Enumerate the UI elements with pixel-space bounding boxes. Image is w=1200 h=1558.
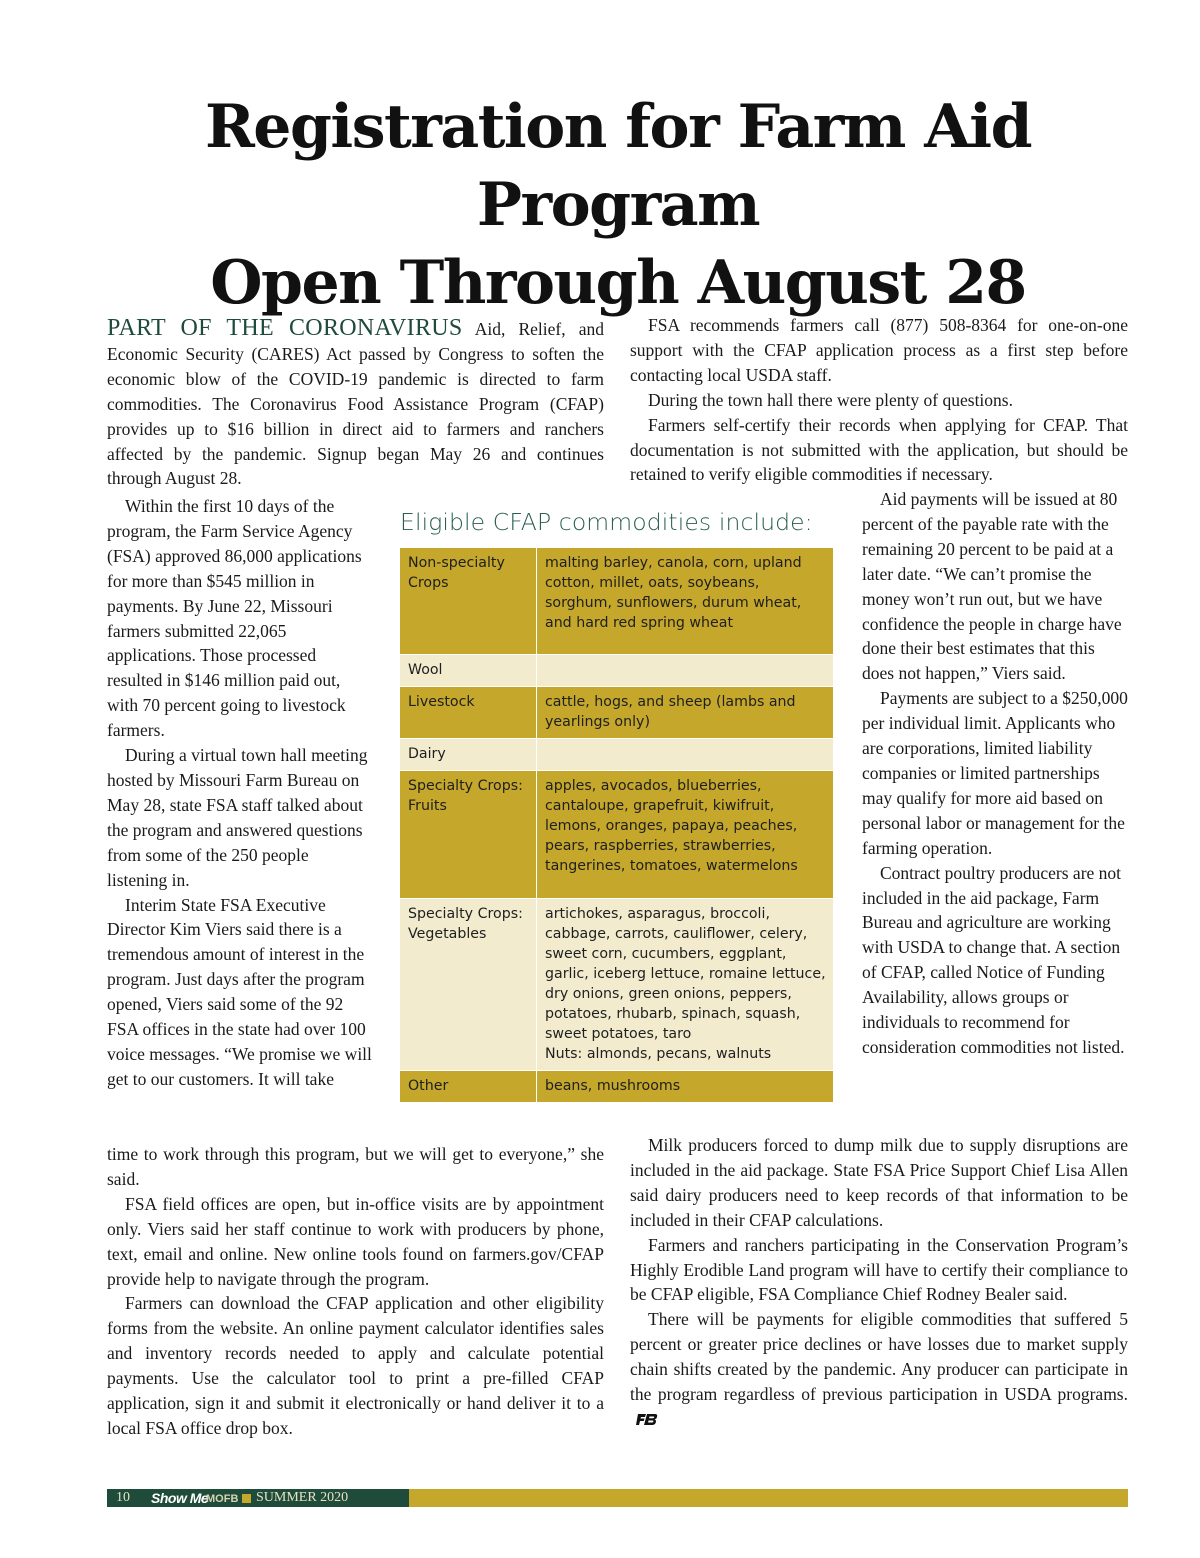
article-paragraph: Farmers and ranchers participating in the Conservation Program’s Highly Erodible Land program will have to certify their compliance to be CFAP eligible, FSA Compliance Chief Rodney Bealer said. xyxy=(630,1234,1128,1305)
table-row xyxy=(400,548,834,654)
commodities-sidebar xyxy=(400,508,834,1103)
page-footer xyxy=(107,1489,1128,1507)
article-paragraph: Payments are subject to a $250,000 per individual limit. Applicants who are corporations, limited liability companies or limited partnerships may qualify for more aid based on personal labor or management for the farming operation. xyxy=(862,688,1128,858)
table-row xyxy=(400,1070,834,1102)
article-paragraph xyxy=(107,316,604,491)
sidebar-title: Eligible CFAP commodities include: xyxy=(400,508,813,536)
article-paragraph: During the town hall there were plenty of questions. xyxy=(648,389,1013,410)
article-left-lower xyxy=(107,1142,604,1441)
category-cell: Other xyxy=(400,1070,537,1102)
category-cell: Wool xyxy=(400,654,537,686)
nuts-list: Nuts: almonds, pecans, walnuts xyxy=(545,1045,772,1062)
footer-label-bar xyxy=(107,1489,409,1507)
article-right-lower xyxy=(630,1133,1128,1432)
table-row xyxy=(400,738,834,770)
paragraph-text: Aid, Relief, and Economic Security (CARES) Act passed by Congress to soften the economic blow of the COVID-19 pandemic is directed to farm commodities. The Coronavirus Food Assistance Program (CFAP) provides up to $16 billion in direct aid to farmers and ranchers affected by the pandemic. Signup began May 26 and continues through August 28. xyxy=(107,319,604,489)
table-row xyxy=(400,898,834,1070)
article-paragraph: Farmers can download the CFAP application and other eligibility forms from the website. An online payment calculator identifies sales and inventory records needed to apply and calculate potential payments. Use the calculator tool to print a pre-filled CFAP application, sign it and submit it electronically or hand deliver it to a local FSA office drop box. xyxy=(107,1293,604,1438)
article-paragraph: Milk producers forced to dump milk due to supply disruptions are included in the aid package. State FSA Price Support Chief Lisa Allen said dairy producers need to keep records of that information to be included in their CFAP calculations. xyxy=(630,1135,1128,1230)
commodities-table xyxy=(400,548,834,1103)
items-cell xyxy=(537,654,834,686)
article-intro xyxy=(107,316,604,491)
items-cell xyxy=(537,738,834,770)
title-line-2: Open Through August 28 xyxy=(210,248,1026,318)
page-number: 10 xyxy=(116,1490,130,1505)
table-row xyxy=(400,770,834,898)
article-right-upper xyxy=(630,313,1128,487)
vegetables-list: artichokes, asparagus, broccoli, cabbage, carrots, cauliflower, celery, sweet corn, cucumbers, eggplant, garlic, iceberg lettuce, romaine lettuce, dry onions, green onions, peppers, potatoes, rhubarb, spinach, squash, sweet potatoes, taro xyxy=(545,905,826,1042)
article-narrow-column xyxy=(107,494,373,1092)
table-row xyxy=(400,686,834,738)
article-right-narrow xyxy=(862,487,1128,1060)
article-paragraph: FSA recommends farmers call (877) 508-8364 for one-on-one support with the CFAP application process as a first step before contacting local USDA staff. xyxy=(630,315,1128,385)
lead-in: PART OF THE CORONAVIRUS xyxy=(107,315,463,341)
article-paragraph xyxy=(630,1307,1128,1432)
article-paragraph: Contract poultry producers are not included in the aid package, Farm Bureau and agriculture are working with USDA to change that. A section of CFAP, called Notice of Funding Availability, allows groups or individuals to recommend for consideration commodities not listed. xyxy=(862,862,1125,1057)
items-cell: cattle, hogs, and sheep (lambs and yearlings only) xyxy=(537,686,834,738)
org-name: MOFB xyxy=(206,1493,239,1505)
farm-bureau-end-icon xyxy=(636,1412,658,1426)
items-cell: beans, mushrooms xyxy=(537,1070,834,1102)
items-cell: malting barley, canola, corn, upland cotton, millet, oats, soybeans, sorghum, sunflowers, durum wheat, and hard red spring wheat xyxy=(537,548,834,654)
category-cell: Specialty Crops: Vegetables xyxy=(400,898,537,1070)
magazine-name: Show Me xyxy=(151,1490,209,1506)
table-row xyxy=(400,654,834,686)
article-paragraph: During a virtual town hall meeting hosted by Missouri Farm Bureau on May 28, state FSA staff talked about the program and answered questions from some of the 250 people listening in. xyxy=(107,745,368,890)
category-cell: Non-specialty Crops xyxy=(400,548,537,654)
title-line-1: Registration for Farm Aid Program xyxy=(204,92,1032,240)
paragraph-text: There will be payments for eligible commodities that suffered 5 percent or greater price declines or have losses due to market supply chain shifts created by the pandemic. Any producer can participate in the program regardless of previous participation in USDA programs. xyxy=(630,1309,1128,1405)
article-paragraph: Farmers self-certify their records when applying for CFAP. That documentation is not submitted with the application, but should be retained to verify eligible commodities if necessary. xyxy=(630,414,1128,485)
article-paragraph: FSA field offices are open, but in-office visits are by appointment only. Viers said her staff continue to work with producers by phone, text, email and online. New online tools found on farmers.gov/CFAP provide help to navigate through the program. xyxy=(107,1193,604,1289)
items-cell xyxy=(537,898,834,1070)
page-title xyxy=(60,88,1176,322)
article-paragraph: time to work through this program, but we will get to everyone,” she said. xyxy=(107,1144,604,1189)
category-cell: Livestock xyxy=(400,686,537,738)
separator-square-icon xyxy=(242,1494,251,1503)
items-cell: apples, avocados, blueberries, cantaloupe, grapefruit, kiwifruit, lemons, oranges, papaya, peaches, pears, raspberries, strawberries, tangerines, tomatoes, watermelons xyxy=(537,770,834,898)
category-cell: Specialty Crops: Fruits xyxy=(400,770,537,898)
article-paragraph: Aid payments will be issued at 80 percent of the payable rate with the remaining 20 percent to be paid at a later date. “We can’t promise the money won’t run out, but we have confidence the people in charge have done their best estimates that this does not happen,” Viers said. xyxy=(862,489,1122,684)
article-paragraph: Interim State FSA Executive Director Kim Viers said there is a tremendous amount of interest in the program. Just days after the program opened, Viers said some of the 92 FSA offices in the state had over 100 voice messages. “We promise we will get to our customers. It will take xyxy=(107,894,372,1089)
article-paragraph: Within the first 10 days of the program, the Farm Service Agency (FSA) approved 86,000 applications for more than $545 million in payments. By June 22, Missouri farmers submitted 22,065 applications. Those processed resulted in $146 million paid out, with 70 percent going to livestock farmers. xyxy=(107,496,362,741)
category-cell: Dairy xyxy=(400,738,537,770)
footer-accent-bar xyxy=(409,1489,1128,1507)
issue-label: SUMMER 2020 xyxy=(256,1490,349,1505)
